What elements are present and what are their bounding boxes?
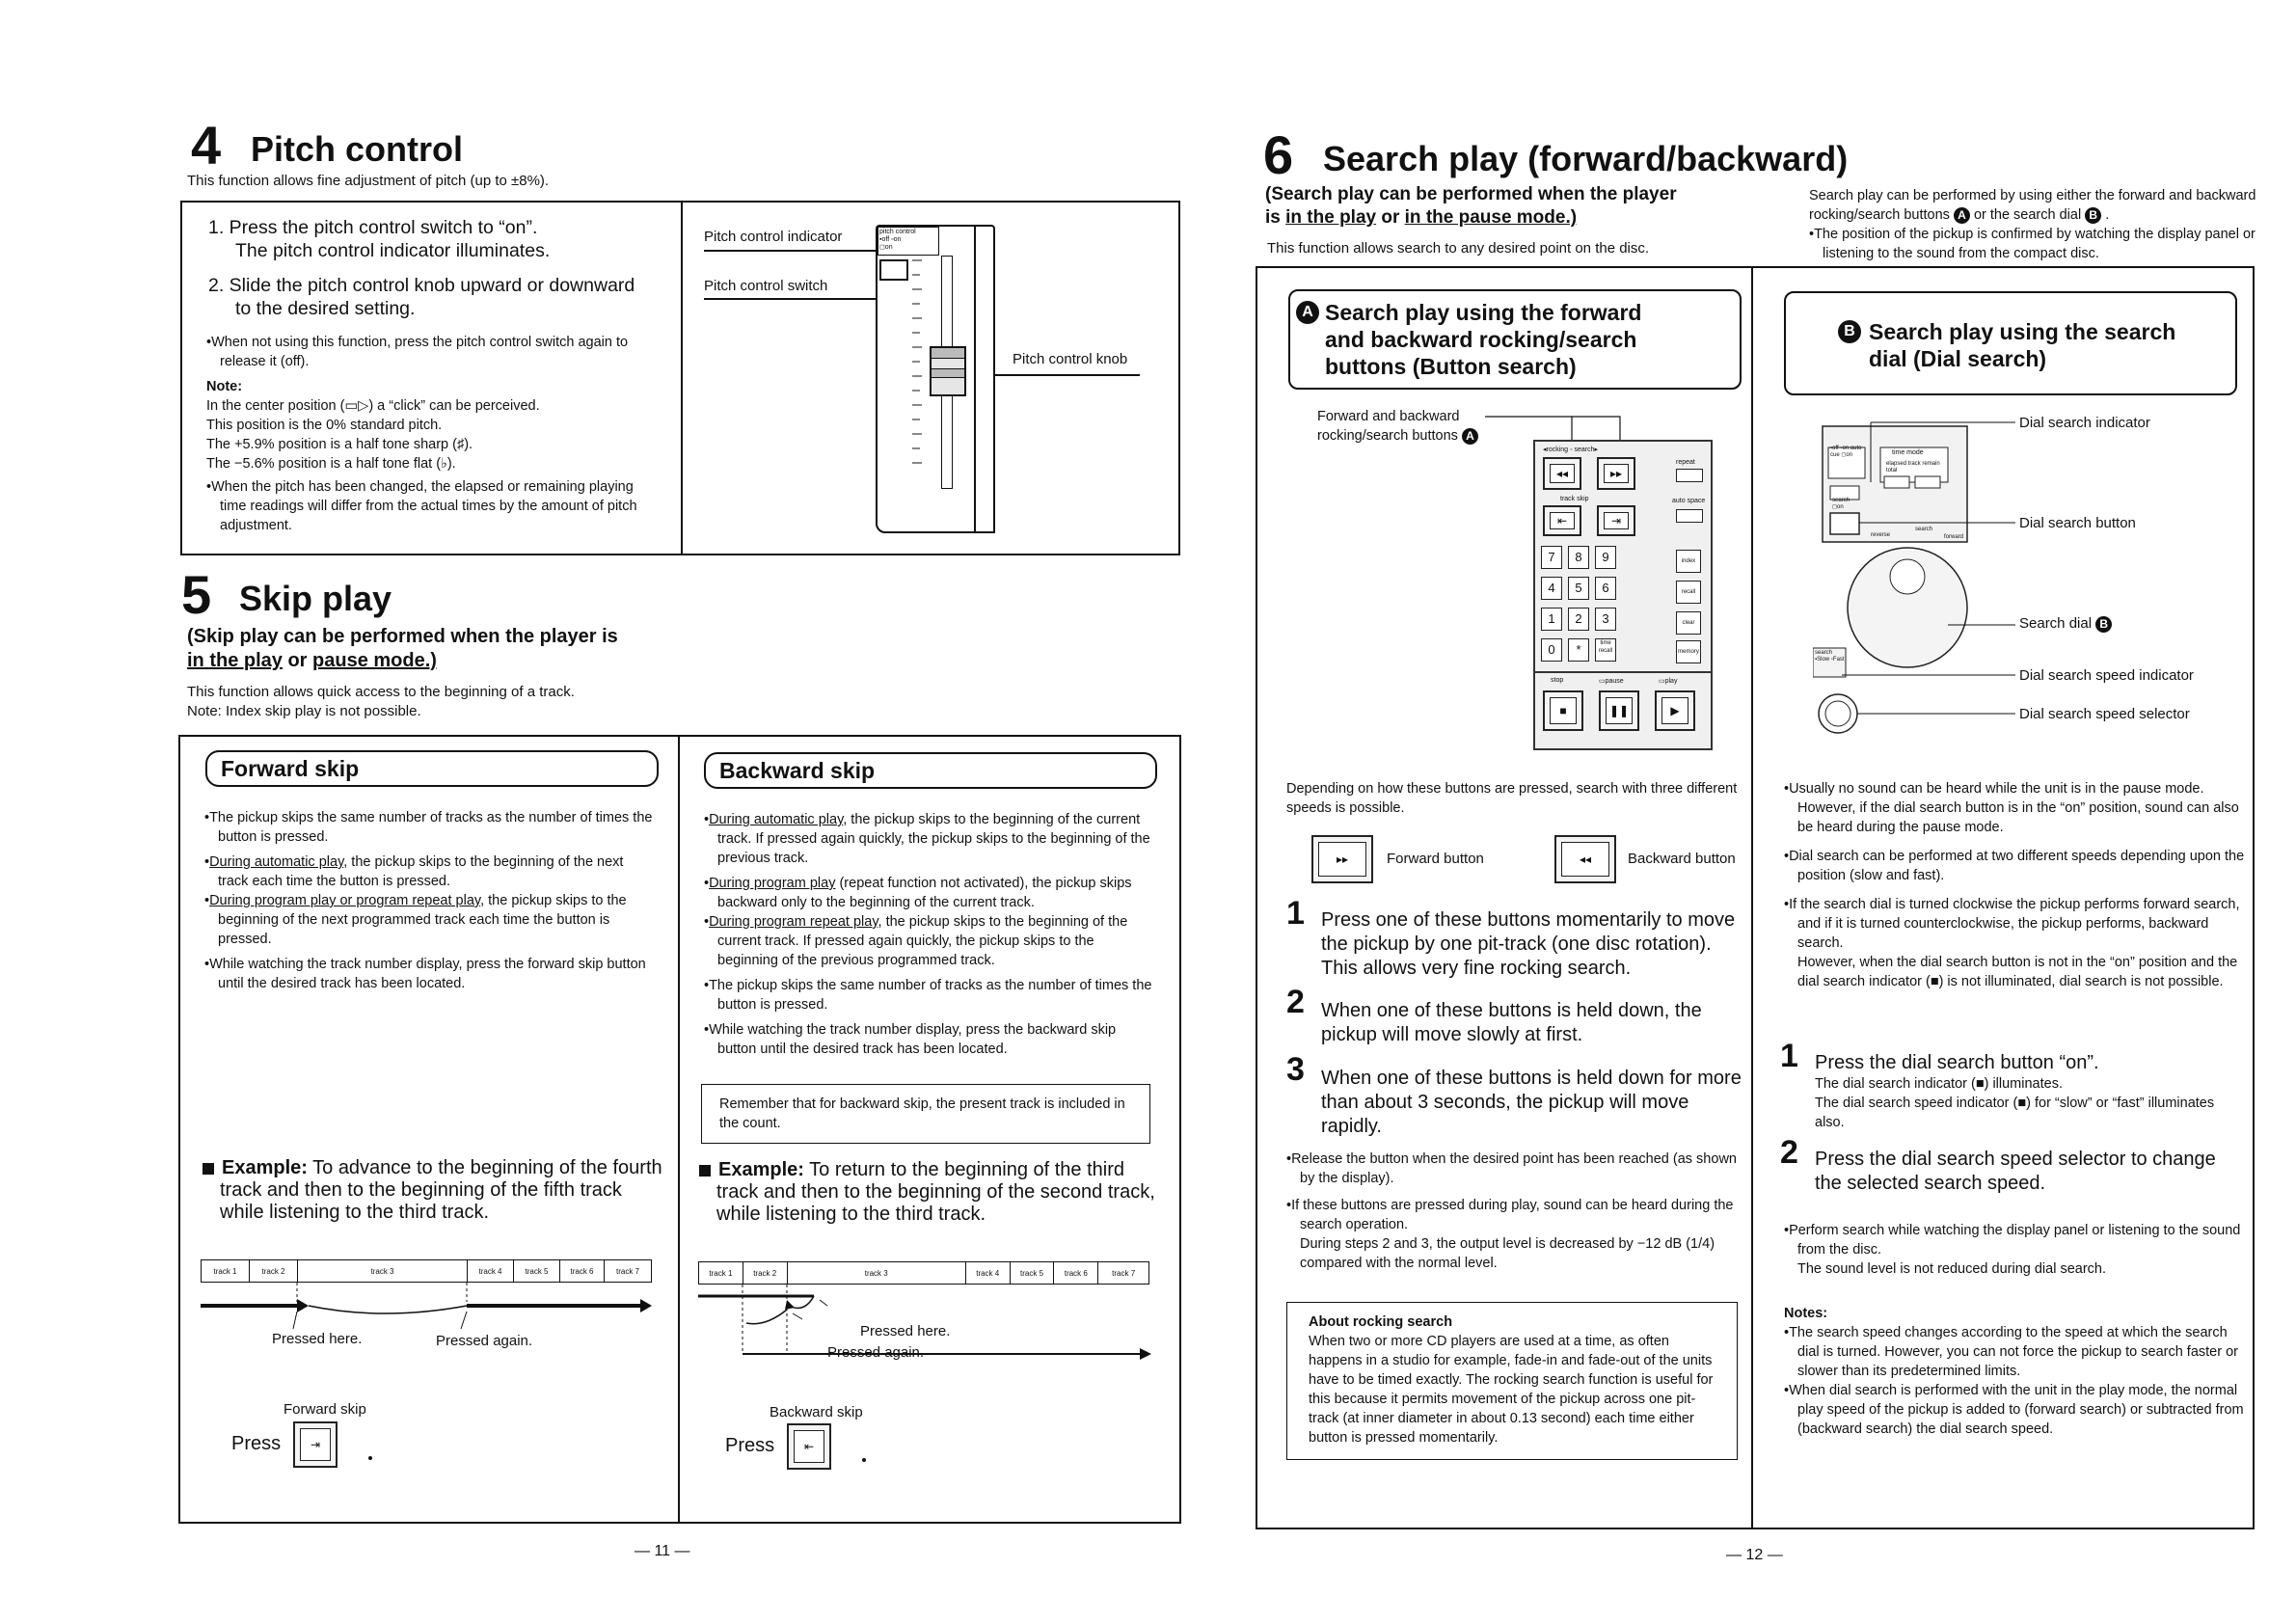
- a-step-2-number: 2: [1286, 984, 1305, 1020]
- bwd-press-label: Press: [725, 1435, 775, 1456]
- callout-badge-icon: A: [1462, 428, 1478, 445]
- pitch-note-4: The −5.6% position is a half tone flat (♭).: [206, 456, 456, 472]
- pitch-panel-label: [878, 227, 939, 256]
- panel-a-title-l3: buttons (Button search): [1325, 354, 1577, 379]
- bwd-bullet-3: [704, 912, 1152, 970]
- fwd-b2-text: , the pickup skips to the beginning of the next track each time the button is pressed.: [218, 854, 624, 889]
- fwd-period: [368, 1456, 372, 1460]
- callout-l2-text: rocking/search buttons: [1317, 428, 1458, 444]
- bwd-caption: Backward skip: [770, 1404, 863, 1420]
- fwd-b2-dot: •: [204, 854, 210, 870]
- note-2: •When dial search is performed with the unit in the play mode, the normal play speed of the pickup is added to (forward search) or subtracted from (backward search) the dial search speed.: [1784, 1383, 2244, 1437]
- rocking-forward-button[interactable]: [1597, 457, 1635, 490]
- play-icon: ▶: [1661, 697, 1688, 724]
- skip-fwd-icon: ⇥: [1604, 512, 1629, 529]
- section-5-title: Skip play: [239, 579, 392, 618]
- bwd-b1-text: , the pickup skips to the beginning of the current track. If pressed again quickly, the pickup skips to the beginning of the previous track.: [717, 812, 1150, 866]
- bwd-period: [862, 1458, 866, 1462]
- bwd-b2-u: During program play: [709, 876, 836, 891]
- fwd-bullet-1: •The pickup skips the same number of tracks as the number of times the button is pressed.: [204, 810, 653, 845]
- backward-skip-button[interactable]: [787, 1423, 831, 1470]
- line-switch: [704, 298, 897, 300]
- section-6-number: 6: [1263, 124, 1294, 185]
- fwd-bullet-4: •While watching the track number display, press the forward skip button until the desired track has been located.: [204, 957, 646, 991]
- fwd-track-2: track 2: [250, 1260, 298, 1282]
- remote-rocking-label: ◂rocking ◦ search▸: [1543, 446, 1598, 453]
- pitch-step-1b: The pitch control indicator illuminates.: [235, 240, 551, 261]
- key-9[interactable]: 9: [1595, 546, 1616, 569]
- scale-ticks-icon: [912, 256, 932, 477]
- search-subtitle-u2: in the pause mode.): [1404, 207, 1578, 228]
- label-pitch-knob: Pitch control knob: [1013, 351, 1128, 367]
- panel-a-callout: [1317, 407, 1478, 446]
- key-1[interactable]: 1: [1541, 608, 1562, 631]
- key-6[interactable]: 6: [1595, 577, 1616, 600]
- panel-a-title: [1302, 299, 1642, 380]
- key-time-recall[interactable]: time recall: [1595, 638, 1616, 662]
- fwd-caption: Forward skip: [284, 1401, 366, 1418]
- a-step-3: When one of these buttons is held down for more than about 3 seconds, the pickup will move rapidly.: [1321, 1068, 1742, 1137]
- bwd-b2-text: (repeat function not activated), the pickup skips backward only to the beginning of the current track.: [717, 876, 1132, 910]
- pitch-control-knob[interactable]: [930, 346, 966, 396]
- page-number-11: — 11 —: [635, 1543, 690, 1559]
- forward-skip-title: Forward skip: [221, 756, 360, 781]
- panel-b-search-notes: [1784, 1221, 2245, 1279]
- section-5-number: 5: [181, 564, 212, 625]
- label-search-dial: [2019, 615, 2112, 633]
- search-subtitle-u1: in the play: [1285, 207, 1377, 228]
- remote-autospace-label: auto space: [1672, 498, 1706, 504]
- bwd-bullet-1: [704, 810, 1152, 868]
- bwd-track-3: track 3: [788, 1262, 966, 1284]
- skip-subtitle-u1: in the play: [187, 650, 283, 671]
- rocking-backward-button[interactable]: [1543, 457, 1581, 490]
- section-6-intro: This function allows search to any desired point on the disc.: [1267, 240, 1650, 257]
- backward-track-bar: [698, 1261, 1149, 1285]
- fwd-track-1: track 1: [202, 1260, 250, 1282]
- forward-example: [203, 1157, 671, 1224]
- stop-button[interactable]: [1543, 690, 1583, 731]
- pause-icon: ❚❚: [1606, 697, 1633, 724]
- bwd-track-1: track 1: [699, 1262, 743, 1284]
- bwd-bullet-2: [704, 874, 1152, 912]
- search-right-intro-b: or the search dial: [1969, 207, 2082, 223]
- a-bullet-1: •Release the button when the desired point has been reached (as shown by the display).: [1286, 1151, 1737, 1186]
- line-indicator: [704, 250, 878, 252]
- panel-a-bullets: [1286, 1150, 1742, 1273]
- about-rocking-box: [1286, 1302, 1738, 1460]
- backward-button-icon: ◂◂: [1561, 842, 1609, 877]
- skip-subtitle-line1: (Skip play can be performed when the player is: [187, 626, 618, 647]
- b-step-1: [1815, 1051, 2239, 1132]
- forward-button-icon: ▸▸: [1318, 842, 1366, 877]
- panel-b-title: [1844, 318, 2176, 372]
- backward-skip-icon: ⇤: [794, 1430, 824, 1463]
- b-step-1-number: 1: [1780, 1038, 1798, 1074]
- search-subtitle-line1: (Search play can be performed when the player: [1265, 184, 1677, 204]
- pitch-step-2b: to the desired setting.: [235, 298, 416, 319]
- panel-b-bullets: [1784, 779, 2245, 991]
- dial-panel-search: search ◻on: [1832, 498, 1850, 510]
- key-4[interactable]: 4: [1541, 577, 1562, 600]
- fwd-bullet-3: [204, 891, 653, 949]
- forward-skip-icon: ⇥: [300, 1428, 331, 1461]
- bwd-b2-dot: •: [704, 876, 710, 891]
- bwd-track-2: track 2: [743, 1262, 788, 1284]
- fwd-pressed-here: Pressed here.: [272, 1331, 363, 1347]
- skip-note: Note: Index skip play is not possible.: [187, 703, 421, 719]
- fwd-pressed-again: Pressed again.: [436, 1333, 533, 1349]
- search-subtitle-line2: [1265, 206, 1677, 230]
- pitch-step-1: 1. Press the pitch control switch to “on”.: [208, 217, 538, 238]
- panel-b-badge-icon: B: [1838, 320, 1861, 343]
- skip-intro: This function allows quick access to the beginning of a track.: [187, 684, 575, 700]
- pitch-bullet-1: •When not using this function, press the pitch control switch again to release it (off).: [206, 335, 629, 369]
- skip-back-icon: ⇤: [1550, 512, 1575, 529]
- pitch-note-label: Note:: [206, 379, 243, 394]
- pitch-note-2: This position is the 0% standard pitch.: [206, 418, 443, 433]
- b-bullet-5: The sound level is not reduced during dial search.: [1797, 1261, 2106, 1277]
- forward-skip-text: [204, 808, 653, 993]
- bwd-b3-dot: •: [704, 914, 710, 930]
- pitch-scale: [912, 256, 922, 477]
- fwd-b3-u: During program play or program repeat play: [209, 893, 481, 908]
- example-square-icon-2: [699, 1165, 711, 1177]
- backward-skip-title: Backward skip: [719, 758, 876, 783]
- fwd-track-6: track 6: [560, 1260, 605, 1282]
- section-6-right-intro: [1809, 186, 2262, 263]
- dial-panel-reverse: reverse: [1871, 532, 1891, 538]
- note-1: •The search speed changes according to the speed at which the search dial is turned. However, you can not force the pickup to search faster or slower than its predetermined limits.: [1784, 1325, 2238, 1379]
- callout-l1: Forward and backward: [1317, 409, 1460, 424]
- remote-play-label: ▭play: [1659, 678, 1678, 685]
- track-skip-fwd-button[interactable]: [1597, 505, 1635, 536]
- a-step-1: Press one of these buttons momentarily to move the pickup by one pit-track (one disc rotation). This allows very fine rocking search.: [1321, 909, 1736, 979]
- key-5[interactable]: 5: [1568, 577, 1589, 600]
- skip-box-divider: [678, 735, 680, 1524]
- b-bullet-3: •If the search dial is turned clockwise the pickup performs forward search, and if it is turned counterclockwise, the pickup performs, backward search.: [1784, 897, 2240, 951]
- pitch-bullet-2: •When the pitch has been changed, the elapsed or remaining playing time readings will differ from the actual times by the amount of pitch adjustment.: [206, 479, 637, 533]
- section-6-title: Search play (forward/backward): [1323, 139, 1849, 178]
- fwd-press-label: Press: [231, 1433, 282, 1454]
- pitch-steps: [208, 216, 662, 320]
- remote-trackskip-label: track skip: [1560, 496, 1589, 502]
- key-3[interactable]: 3: [1595, 608, 1616, 631]
- remember-box: [701, 1084, 1150, 1144]
- a-step-2: When one of these buttons is held down, the pickup will move slowly at first.: [1321, 1000, 1702, 1045]
- fwd-b3-dot: •: [204, 893, 210, 908]
- section-5-intro: [187, 683, 575, 721]
- remote-repeat-label: repeat: [1676, 459, 1695, 466]
- dial-badge-icon: B: [2095, 616, 2112, 633]
- remote-divider: [1535, 671, 1711, 673]
- pitch-panel-text-top: pitch control: [879, 229, 916, 235]
- panel-a-title-l2: and backward rocking/search: [1325, 327, 1637, 352]
- skip-subtitle-or: or: [282, 650, 313, 671]
- b-bullet-1: •Usually no sound can be heard while the unit is in the pause mode. However, if the dial search button is in the “on” position, sound can also be heard during the pause mode.: [1784, 781, 2239, 835]
- depending-text: Depending on how these buttons are pressed, search with three different speeds is possible.: [1286, 781, 1738, 816]
- dial-panel-elapsed: elapsed track remain total: [1886, 461, 1940, 473]
- badge-a-icon: A: [1954, 207, 1970, 224]
- page-number-12: — 12 —: [1726, 1547, 1783, 1563]
- forward-skip-button[interactable]: [293, 1421, 338, 1468]
- search-box-divider: [1751, 266, 1753, 1529]
- fwd-bullet-2: [204, 852, 653, 891]
- pitch-notes: [206, 333, 660, 535]
- fast-forward-icon: ▸▸: [1604, 464, 1629, 483]
- clear-button[interactable]: clear: [1676, 611, 1701, 635]
- memory-button[interactable]: memory: [1676, 640, 1701, 663]
- a-step-3-number: 3: [1286, 1051, 1305, 1088]
- backward-button-label: Backward button: [1628, 851, 1736, 867]
- b-bullet-3b: However, when the dial search button is not in the “on” position and the dial search indicator (■) is not illuminated, dial search is not possible.: [1797, 955, 2238, 989]
- pitch-note-3: The +5.9% position is a half tone sharp (♯).: [206, 437, 473, 452]
- search-subtitle-is: is: [1265, 207, 1286, 228]
- section-5-subtitle: [187, 625, 618, 673]
- fwd-track-4: track 4: [468, 1260, 514, 1282]
- fwd-example-label: Example:: [222, 1157, 308, 1178]
- pitch-box-divider: [681, 201, 683, 555]
- search-right-intro-a: Search play can be performed by using either the forward and backward rocking/search buttons: [1809, 188, 2256, 223]
- play-button[interactable]: [1655, 690, 1695, 731]
- bwd-track-7: track 7: [1112, 1269, 1136, 1278]
- key-2[interactable]: 2: [1568, 608, 1589, 631]
- section-4-title: Pitch control: [251, 129, 464, 169]
- bwd-b3-text: , the pickup skips to the beginning of the current track. If pressed again quickly, the pickup skips to the beginning of the previous programmed track.: [717, 914, 1128, 968]
- search-right-bullet: •The position of the pickup is confirmed by watching the display panel or listening to the sound from the compact disc.: [1809, 227, 2255, 261]
- search-right-intro-c: .: [2101, 207, 2110, 223]
- about-rocking-title: About rocking search: [1309, 1314, 1453, 1330]
- dial-panel-searchlbl: search: [1915, 527, 1933, 532]
- forward-skip-arrows-icon: [201, 1283, 654, 1331]
- bwd-track-4: track 4: [966, 1262, 1011, 1284]
- pitch-slider-panel: [876, 225, 995, 533]
- bwd-bullet-5: •While watching the track number display, press the backward skip button until the desired track has been located.: [704, 1022, 1117, 1057]
- remote-control: [1533, 440, 1713, 750]
- bwd-bullet-4: •The pickup skips the same number of tracks as the number of times the button is pressed.: [704, 978, 1152, 1013]
- label-dial-indicator: Dial search indicator: [2019, 415, 2150, 431]
- recall-button[interactable]: recall: [1676, 581, 1701, 604]
- bwd-pressed-here: Pressed here.: [860, 1323, 951, 1339]
- forward-button-illustration[interactable]: [1311, 835, 1373, 883]
- panel-b-notes: [1784, 1304, 2245, 1439]
- dial-panel-speed: search ▪Slow ▫Fast: [1815, 650, 1845, 663]
- panel-b-title-l1: [1844, 318, 2176, 345]
- about-rocking-text: When two or more CD players are used at a time, as often happens in a studio for example, fade-in and fade-out of the units have to be timed exactly. The rocking search function is useful for this because it permits movement of the pickup across one pit-track (at inner diameter in about 0.13 second) each time either button is pressed momentarily.: [1309, 1334, 1714, 1446]
- panel-b-title-l2: dial (Dial search): [1869, 346, 2047, 371]
- fwd-track-5: track 5: [514, 1260, 560, 1282]
- b-step-1a: The dial search indicator (■) illuminates.: [1815, 1076, 2063, 1092]
- label-speed-selector: Dial search speed selector: [2019, 706, 2190, 722]
- backward-skip-header: [704, 752, 1157, 789]
- pause-button[interactable]: [1599, 690, 1639, 731]
- bwd-pressed-again: Pressed again.: [827, 1344, 925, 1361]
- panel-a-title-l1: [1302, 299, 1642, 326]
- track-skip-back-button[interactable]: [1543, 505, 1581, 536]
- remote-pause-label: ▭pause: [1599, 678, 1624, 685]
- bwd-example-text: To return to the beginning of the third track and then to the beginning of the second track, while listening to the third track.: [716, 1159, 1155, 1225]
- repeat-button[interactable]: [1676, 469, 1703, 482]
- panel-b-header: [1784, 291, 2237, 395]
- b-step-2: Press the dial search speed selector to change the selected search speed.: [1815, 1149, 2216, 1194]
- key-8[interactable]: 8: [1568, 546, 1589, 569]
- b-step-1b: The dial search speed indicator (■) for “slow” or “fast” illuminates also.: [1815, 1096, 2215, 1130]
- pitch-note-1: In the center position (▭▷) a “click” can be perceived.: [206, 398, 540, 414]
- fwd-track-3: track 3: [298, 1260, 468, 1282]
- a-step-1-number: 1: [1286, 895, 1305, 932]
- pitch-panel-text-off: ▪off ▫on: [879, 236, 902, 243]
- autospace-button[interactable]: [1676, 509, 1703, 523]
- a-bullet-2: •If these buttons are pressed during play, sound can be heard during the search operation.: [1286, 1198, 1734, 1232]
- label-speed-indicator: Dial search speed indicator: [2019, 667, 2194, 684]
- label-pitch-indicator: Pitch control indicator: [704, 229, 843, 245]
- bwd-b1-dot: •: [704, 812, 710, 827]
- index-button[interactable]: index: [1676, 550, 1701, 573]
- panel-a-header: [1288, 289, 1742, 390]
- dial-panel-auto: ▪off ▫on auto cue ◻on: [1830, 446, 1862, 458]
- remember-text: Remember that for backward skip, the present track is included in the count.: [719, 1096, 1125, 1131]
- b-step-2-number: 2: [1780, 1134, 1798, 1171]
- panel-a-badge-icon: A: [1296, 301, 1319, 324]
- search-right-intro: [1809, 186, 2262, 225]
- forward-skip-header: [205, 750, 659, 787]
- key-7[interactable]: 7: [1541, 546, 1562, 569]
- dial-panel-forward: forward: [1944, 534, 1964, 540]
- label-search-dial-text: Search dial: [2019, 615, 2093, 632]
- search-subtitle-or: or: [1376, 207, 1405, 228]
- b-bullet-2: •Dial search can be performed at two different speeds depending upon the position (slow and fast).: [1784, 849, 2245, 883]
- bwd-track-5: track 5: [1011, 1262, 1055, 1284]
- key-0[interactable]: 0: [1541, 638, 1562, 662]
- forward-button-label: Forward button: [1387, 851, 1484, 867]
- stop-icon: ■: [1550, 697, 1577, 724]
- forward-track-bar: [201, 1259, 652, 1283]
- bwd-b1-u: During automatic play: [709, 812, 844, 827]
- section-4-number: 4: [191, 115, 222, 176]
- fwd-example-text: To advance to the beginning of the fourth track and then to the beginning of the fifth track while listening to the third track.: [220, 1157, 662, 1223]
- bwd-track-6: track 6: [1054, 1262, 1098, 1284]
- b-step-1-text: Press the dial search button “on”.: [1815, 1052, 2099, 1073]
- section-6-subtitle: [1265, 183, 1677, 230]
- b-bullet-4: •Perform search while watching the display panel or listening to the sound from the disc.: [1784, 1223, 2241, 1258]
- label-pitch-switch: Pitch control switch: [704, 278, 828, 294]
- skip-subtitle-u2: pause mode.): [312, 650, 437, 671]
- remote-stop-label: stop: [1551, 677, 1564, 684]
- bwd-b3-u: During program repeat play: [709, 914, 878, 930]
- backward-skip-text: [704, 810, 1152, 1059]
- panel-a-title-l1-text: Search play using the forward: [1325, 300, 1642, 325]
- pitch-step-2: 2. Slide the pitch control knob upward or downward: [208, 275, 635, 296]
- skip-subtitle-line2: [187, 649, 618, 673]
- label-dial-button: Dial search button: [2019, 515, 2136, 531]
- bwd-example-label: Example:: [718, 1159, 804, 1180]
- backward-button-illustration[interactable]: [1554, 835, 1616, 883]
- callout-l2: [1317, 426, 1478, 446]
- pitch-control-switch[interactable]: [879, 259, 908, 281]
- dial-panel-time: time mode: [1892, 449, 1924, 456]
- fwd-b2-u: During automatic play: [209, 854, 344, 870]
- badge-b-icon: B: [2085, 207, 2101, 224]
- pitch-panel-text-on: ◻on: [879, 244, 893, 251]
- panel-b-title-l1-text: Search play using the search: [1869, 319, 2176, 344]
- section-4-intro: This function allows fine adjustment of pitch (up to ±8%).: [187, 173, 550, 189]
- example-square-icon: [203, 1163, 214, 1175]
- fwd-track-7: track 7: [615, 1267, 639, 1276]
- notes-label: Notes:: [1784, 1306, 1828, 1321]
- rewind-icon: ◂◂: [1550, 464, 1575, 483]
- pitch-panel-edge: [974, 225, 986, 531]
- fwd-b3-text: , the pickup skips to the beginning of the next programmed track each time the button is pressed.: [218, 893, 627, 947]
- key-star[interactable]: *: [1568, 638, 1589, 662]
- backward-example: [699, 1159, 1168, 1226]
- a-bullet-3: During steps 2 and 3, the output level is decreased by −12 dB (1/4) compared with the normal level.: [1300, 1236, 1715, 1271]
